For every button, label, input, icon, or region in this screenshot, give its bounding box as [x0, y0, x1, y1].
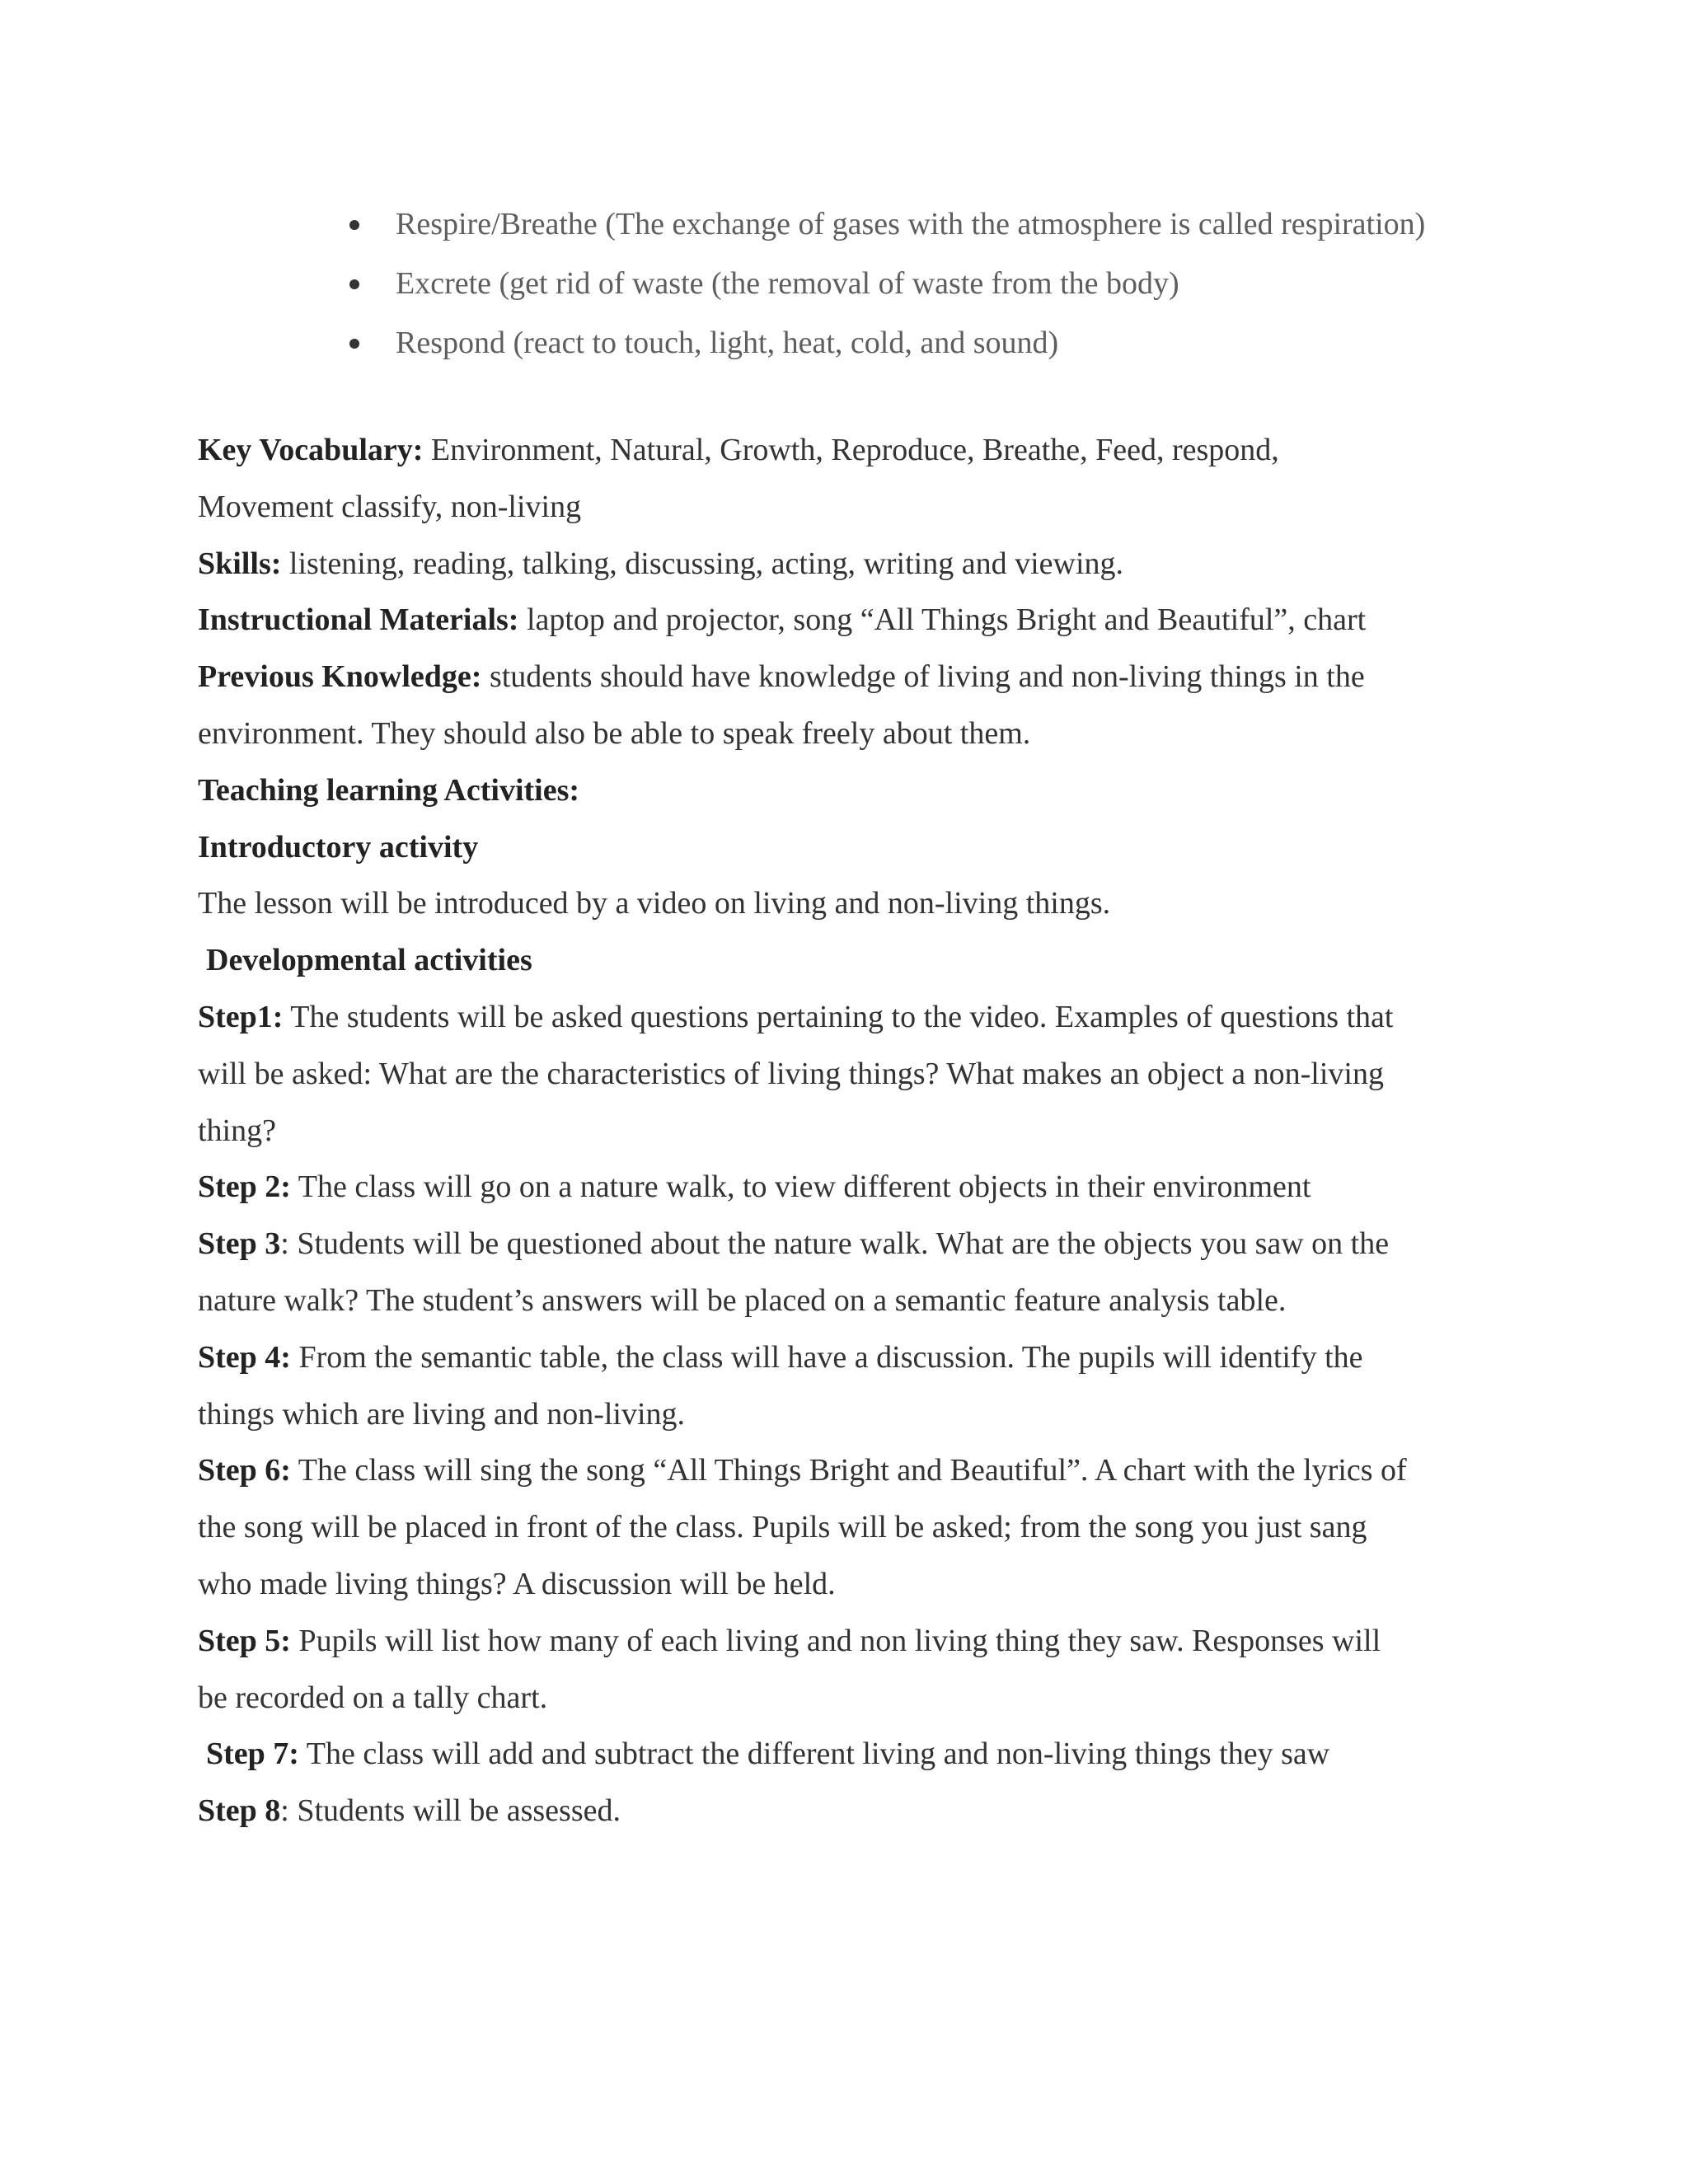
step1-label: Step1: — [198, 999, 284, 1034]
previous-knowledge-text-2: environment. They should also be able to speak freely about them. — [198, 715, 1031, 751]
step6-text-2: the song will be placed in front of the class. Pupils will be asked; from the song you just sang — [198, 1510, 1367, 1545]
step6-line-3 — [198, 1556, 1500, 1613]
instructional-materials-line — [198, 592, 1500, 649]
step2-line — [198, 1159, 1500, 1216]
key-vocabulary-text-2: Movement classify, non-living — [198, 489, 582, 524]
step4-line-2 — [198, 1386, 1500, 1443]
step2-label: Step 2: — [198, 1169, 291, 1205]
step1-line-3 — [198, 1103, 1500, 1160]
step3-line-2 — [198, 1272, 1500, 1329]
step1-text: The students will be asked questions pertaining to the video. Examples of questions that — [283, 999, 1394, 1034]
step6-text-3: who made living things? A discussion will be held. — [198, 1566, 836, 1601]
step7-label: Step 7: — [206, 1736, 299, 1772]
bullet-item-excrete — [346, 254, 1582, 313]
teaching-activities-heading: Teaching learning Activities: — [198, 772, 580, 808]
bullet-text: Excrete (get rid of waste (the removal of waste from the body) — [396, 266, 1179, 301]
skills-label: Skills: — [198, 546, 282, 581]
step7-line — [198, 1726, 1500, 1783]
bullet-item-respire — [346, 194, 1582, 254]
key-vocabulary-text: Environment, Natural, Growth, Reproduce, Breathe, Feed, respond, — [423, 433, 1279, 467]
teaching-activities-heading-line — [198, 762, 1500, 819]
key-vocabulary-line — [198, 422, 1500, 479]
step7-text: The class will add and subtract the different living and non-living things they saw — [298, 1736, 1330, 1772]
characteristics-bullet-list — [346, 194, 1582, 373]
previous-knowledge-line — [198, 649, 1500, 705]
skills-text: listening, reading, talking, discussing, acting, writing and viewing. — [281, 546, 1124, 581]
step8-text: : Students will be assessed. — [280, 1793, 621, 1829]
step8-line — [198, 1783, 1500, 1840]
step4-text-2: things which are living and non-living. — [198, 1396, 686, 1432]
previous-knowledge-label: Previous Knowledge: — [198, 659, 482, 695]
lesson-body — [198, 422, 1500, 1840]
instructional-materials-text: laptop and projector, song “All Things Bright and Beautiful”, chart — [518, 602, 1367, 638]
introductory-text-line — [198, 875, 1500, 932]
step6-label: Step 6: — [198, 1453, 291, 1488]
previous-knowledge-text: students should have knowledge of living and non-living things in the — [481, 659, 1365, 695]
instructional-materials-label: Instructional Materials: — [198, 602, 519, 638]
step5-label: Step 5: — [198, 1623, 291, 1658]
step6-line — [198, 1442, 1500, 1499]
step5-text: Pupils will list how many of each living and non living thing they saw. Responses will — [290, 1623, 1381, 1658]
step6-text: The class will sing the song “All Things Bright and Beautiful”. A chart with the lyrics of — [290, 1453, 1407, 1488]
step1-text-2: will be asked: What are the characteristics of living things? What makes an object a non-living — [198, 1056, 1384, 1091]
step3-line — [198, 1216, 1500, 1272]
bullet-item-respond — [346, 313, 1582, 373]
step4-label: Step 4: — [198, 1339, 291, 1375]
step2-text: The class will go on a nature walk, to view different objects in their environment — [290, 1169, 1311, 1205]
step5-line-2 — [198, 1670, 1500, 1727]
introductory-text: The lesson will be introduced by a video on living and non-living things. — [198, 886, 1111, 921]
bullet-dot-icon — [349, 279, 359, 289]
introductory-heading: Introductory activity — [198, 829, 479, 865]
step1-text-3: thing? — [198, 1113, 276, 1148]
previous-knowledge-line-2 — [198, 705, 1500, 762]
step5-line — [198, 1613, 1500, 1670]
bullet-dot-icon — [349, 220, 359, 230]
step5-text-2: be recorded on a tally chart. — [198, 1680, 548, 1715]
bullet-text: Respond (react to touch, light, heat, cold, and sound) — [396, 326, 1059, 360]
step4-line — [198, 1329, 1500, 1386]
bullet-text: Respire/Breathe (The exchange of gases with the atmosphere is called respiration) — [396, 207, 1426, 241]
introductory-heading-line — [198, 819, 1500, 876]
step8-label: Step 8 — [198, 1793, 281, 1829]
key-vocabulary-label: Key Vocabulary: — [198, 433, 424, 467]
developmental-heading: Developmental activities — [206, 943, 532, 978]
step1-line-2 — [198, 1046, 1500, 1103]
step3-text-2: nature walk? The student’s answers will be placed on a semantic feature analysis table. — [198, 1282, 1287, 1318]
step3-text: : Students will be questioned about the nature walk. What are the objects you saw on the — [280, 1226, 1390, 1262]
step4-text: From the semantic table, the class will have a discussion. The pupils will identify the — [290, 1339, 1363, 1375]
key-vocabulary-line-2 — [198, 479, 1500, 536]
step3-label: Step 3 — [198, 1226, 281, 1262]
developmental-heading-line — [198, 932, 1500, 989]
skills-line — [198, 536, 1500, 593]
step1-line — [198, 989, 1500, 1046]
step6-line-2 — [198, 1499, 1500, 1556]
bullet-dot-icon — [349, 339, 359, 349]
